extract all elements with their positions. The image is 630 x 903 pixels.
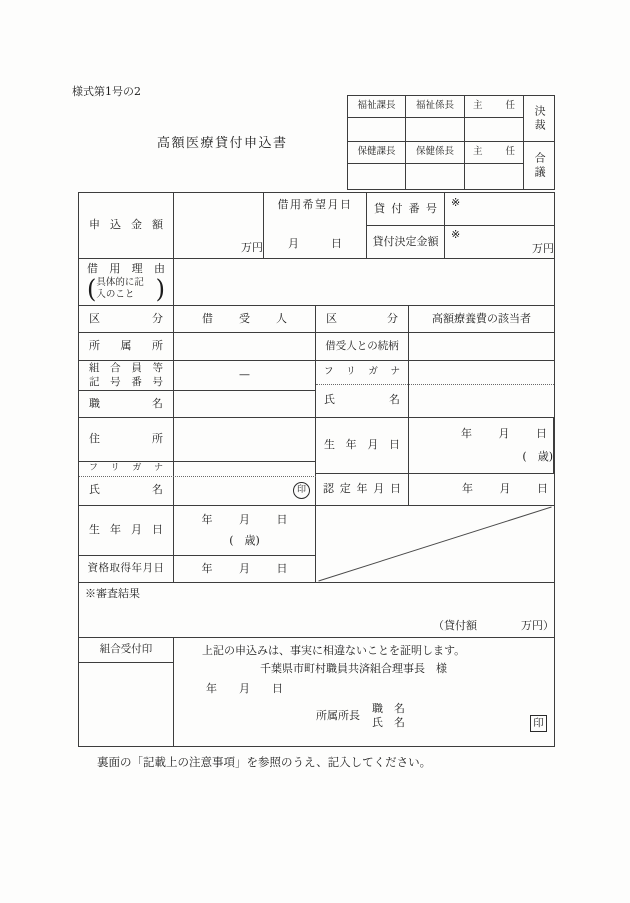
approval-header-chief-1: 主 任	[473, 100, 515, 112]
label-ymd-certification: 年 月 日	[462, 482, 548, 496]
label-loan-decision-amount: 貸付決定金額	[372, 234, 439, 248]
stamp-box-welfare-section-chief[interactable]	[348, 118, 406, 142]
certification-block	[174, 638, 554, 746]
seal-placeholder-circle-icon: 印	[293, 482, 310, 499]
label-relationship-to-borrower: 借受人との続柄	[325, 339, 399, 352]
label-loan-amount-paren: （貸付額 万円）	[433, 618, 554, 632]
label-name-right: 氏 名	[324, 393, 400, 407]
field-applicant-name[interactable]	[174, 476, 315, 505]
field-desired-borrow-date[interactable]	[264, 193, 367, 259]
label-application-amount: 申 込 金 額	[89, 218, 163, 232]
certification-statement: 上記の申込みは、事実に相違ないことを証明します。	[202, 644, 466, 657]
field-qualification-date[interactable]	[174, 556, 316, 583]
crossed-out-cell	[316, 506, 554, 583]
label-furigana-left: フ リ ガ ナ	[89, 463, 163, 474]
label-age-paren-right: ( 歳)	[522, 449, 553, 463]
approval-header-welfare-section-chief: 福祉課長	[357, 100, 396, 112]
label-member-symbol-1: 組 合 員 等	[89, 362, 163, 375]
field-job-title[interactable]	[174, 391, 316, 418]
field-eligible-name[interactable]	[409, 384, 554, 417]
footer-note: 裏面の「記載上の注意事項」を参照のうえ、記入してください。	[97, 755, 432, 769]
label-loan-number: 貸 付 番 号	[374, 201, 437, 215]
label-head-job-title: 職 名	[372, 701, 405, 715]
label-name-left: 氏 名	[89, 483, 163, 497]
field-certification-date[interactable]	[409, 474, 554, 506]
stamp-box-welfare-clerk-chief[interactable]	[406, 118, 465, 142]
label-category-1: 区 分	[89, 311, 163, 325]
label-birthdate-left: 生 年 月 日	[89, 523, 163, 537]
form-number: 様式第1号の2	[72, 85, 141, 98]
label-screening-result: ※審査結果	[85, 587, 140, 600]
asterisk-loan-decision: ※	[451, 228, 461, 241]
unit-man-yen-1: 万円	[241, 240, 263, 254]
label-desired-borrow-date: 借用希望月日	[277, 198, 353, 211]
approval-header-health-clerk-chief: 保健係長	[415, 146, 454, 158]
field-eligible-birthdate[interactable]	[409, 418, 554, 474]
approval-side-label-council: 合議	[533, 151, 547, 180]
unit-man-yen-2: 万円	[532, 242, 554, 256]
member-number-dash: —	[239, 368, 250, 382]
label-birthdate-right: 生 年 月 日	[324, 438, 400, 452]
label-reason-note-1: 具体的に記	[96, 277, 144, 289]
approval-header-health-section-chief: 保健課長	[357, 146, 396, 158]
field-workplace[interactable]	[174, 333, 316, 361]
label-ymd-applicant-birth: 年 月 日	[201, 512, 288, 526]
stamp-box-health-clerk-chief[interactable]	[406, 164, 465, 189]
certification-date-line: 年 月 日	[206, 681, 283, 695]
label-job-title: 職 名	[89, 396, 163, 410]
label-reason-note-2: 入のこと	[96, 289, 135, 301]
label-workplace-head: 所属所長	[316, 709, 360, 723]
label-head-name: 氏 名	[372, 716, 405, 730]
label-category-2: 区 分	[326, 311, 398, 325]
reason-paren-open: (	[87, 274, 97, 304]
page-title: 高額医療貸付申込書	[157, 136, 288, 151]
diagonal-strikethrough-line	[316, 506, 554, 582]
approval-header-welfare-clerk-chief: 福祉係長	[415, 100, 454, 112]
field-application-amount[interactable]	[174, 193, 264, 259]
label-age-paren-left: ( 歳)	[229, 533, 260, 547]
field-applicant-furigana[interactable]	[174, 462, 315, 476]
approval-side-label-decision: 決裁	[533, 104, 547, 133]
field-relationship-to-borrower[interactable]	[409, 333, 554, 361]
label-month-day: 月 日	[288, 236, 342, 250]
label-high-cost-care-eligible: 高額療養費の該当者	[432, 311, 531, 325]
label-ymd-qualification: 年 月 日	[201, 561, 288, 575]
label-certification-date: 認 定 年 月 日	[323, 482, 401, 496]
stamp-box-health-section-chief[interactable]	[348, 164, 406, 189]
label-address: 住 所	[89, 432, 163, 446]
field-loan-decision-amount[interactable]	[445, 226, 554, 259]
label-qualification-date: 資格取得年月日	[87, 562, 165, 575]
field-loan-number[interactable]	[445, 193, 554, 226]
seal-placeholder-square-icon: 印	[530, 715, 547, 732]
asterisk-loan-number: ※	[451, 196, 461, 209]
label-workplace: 所 属 所	[89, 339, 163, 353]
field-union-receipt-stamp-box[interactable]	[79, 663, 173, 746]
stamp-box-chief-2[interactable]	[465, 164, 524, 189]
label-borrow-reason: 借 用 理 由	[87, 262, 165, 275]
label-furigana-right: フ リ ガ ナ	[324, 366, 400, 378]
approval-header-chief-2: 主 任	[473, 146, 515, 158]
field-borrow-reason[interactable]	[174, 259, 554, 306]
main-form-table	[78, 192, 555, 747]
field-address[interactable]	[174, 418, 316, 462]
field-eligible-furigana[interactable]	[409, 361, 554, 384]
reason-paren-close: )	[155, 274, 165, 304]
label-union-receipt-stamp: 組合受付印	[99, 643, 153, 656]
dotted-divider-right	[316, 384, 554, 385]
field-applicant-birthdate[interactable]	[174, 506, 316, 556]
field-member-symbol-number[interactable]	[174, 361, 316, 391]
approval-stamp-table	[347, 95, 555, 190]
label-ymd-eligible-birth: 年 月 日	[461, 426, 547, 440]
field-screening-result[interactable]	[79, 583, 554, 638]
label-borrower: 借 受 人	[202, 311, 287, 325]
certification-addressee: 千葉県市町村職員共済組合理事長 様	[260, 662, 447, 676]
dotted-divider-left	[79, 476, 316, 477]
label-member-symbol-2: 記 号 番 号	[89, 375, 163, 388]
stamp-box-chief-1[interactable]	[465, 118, 524, 142]
